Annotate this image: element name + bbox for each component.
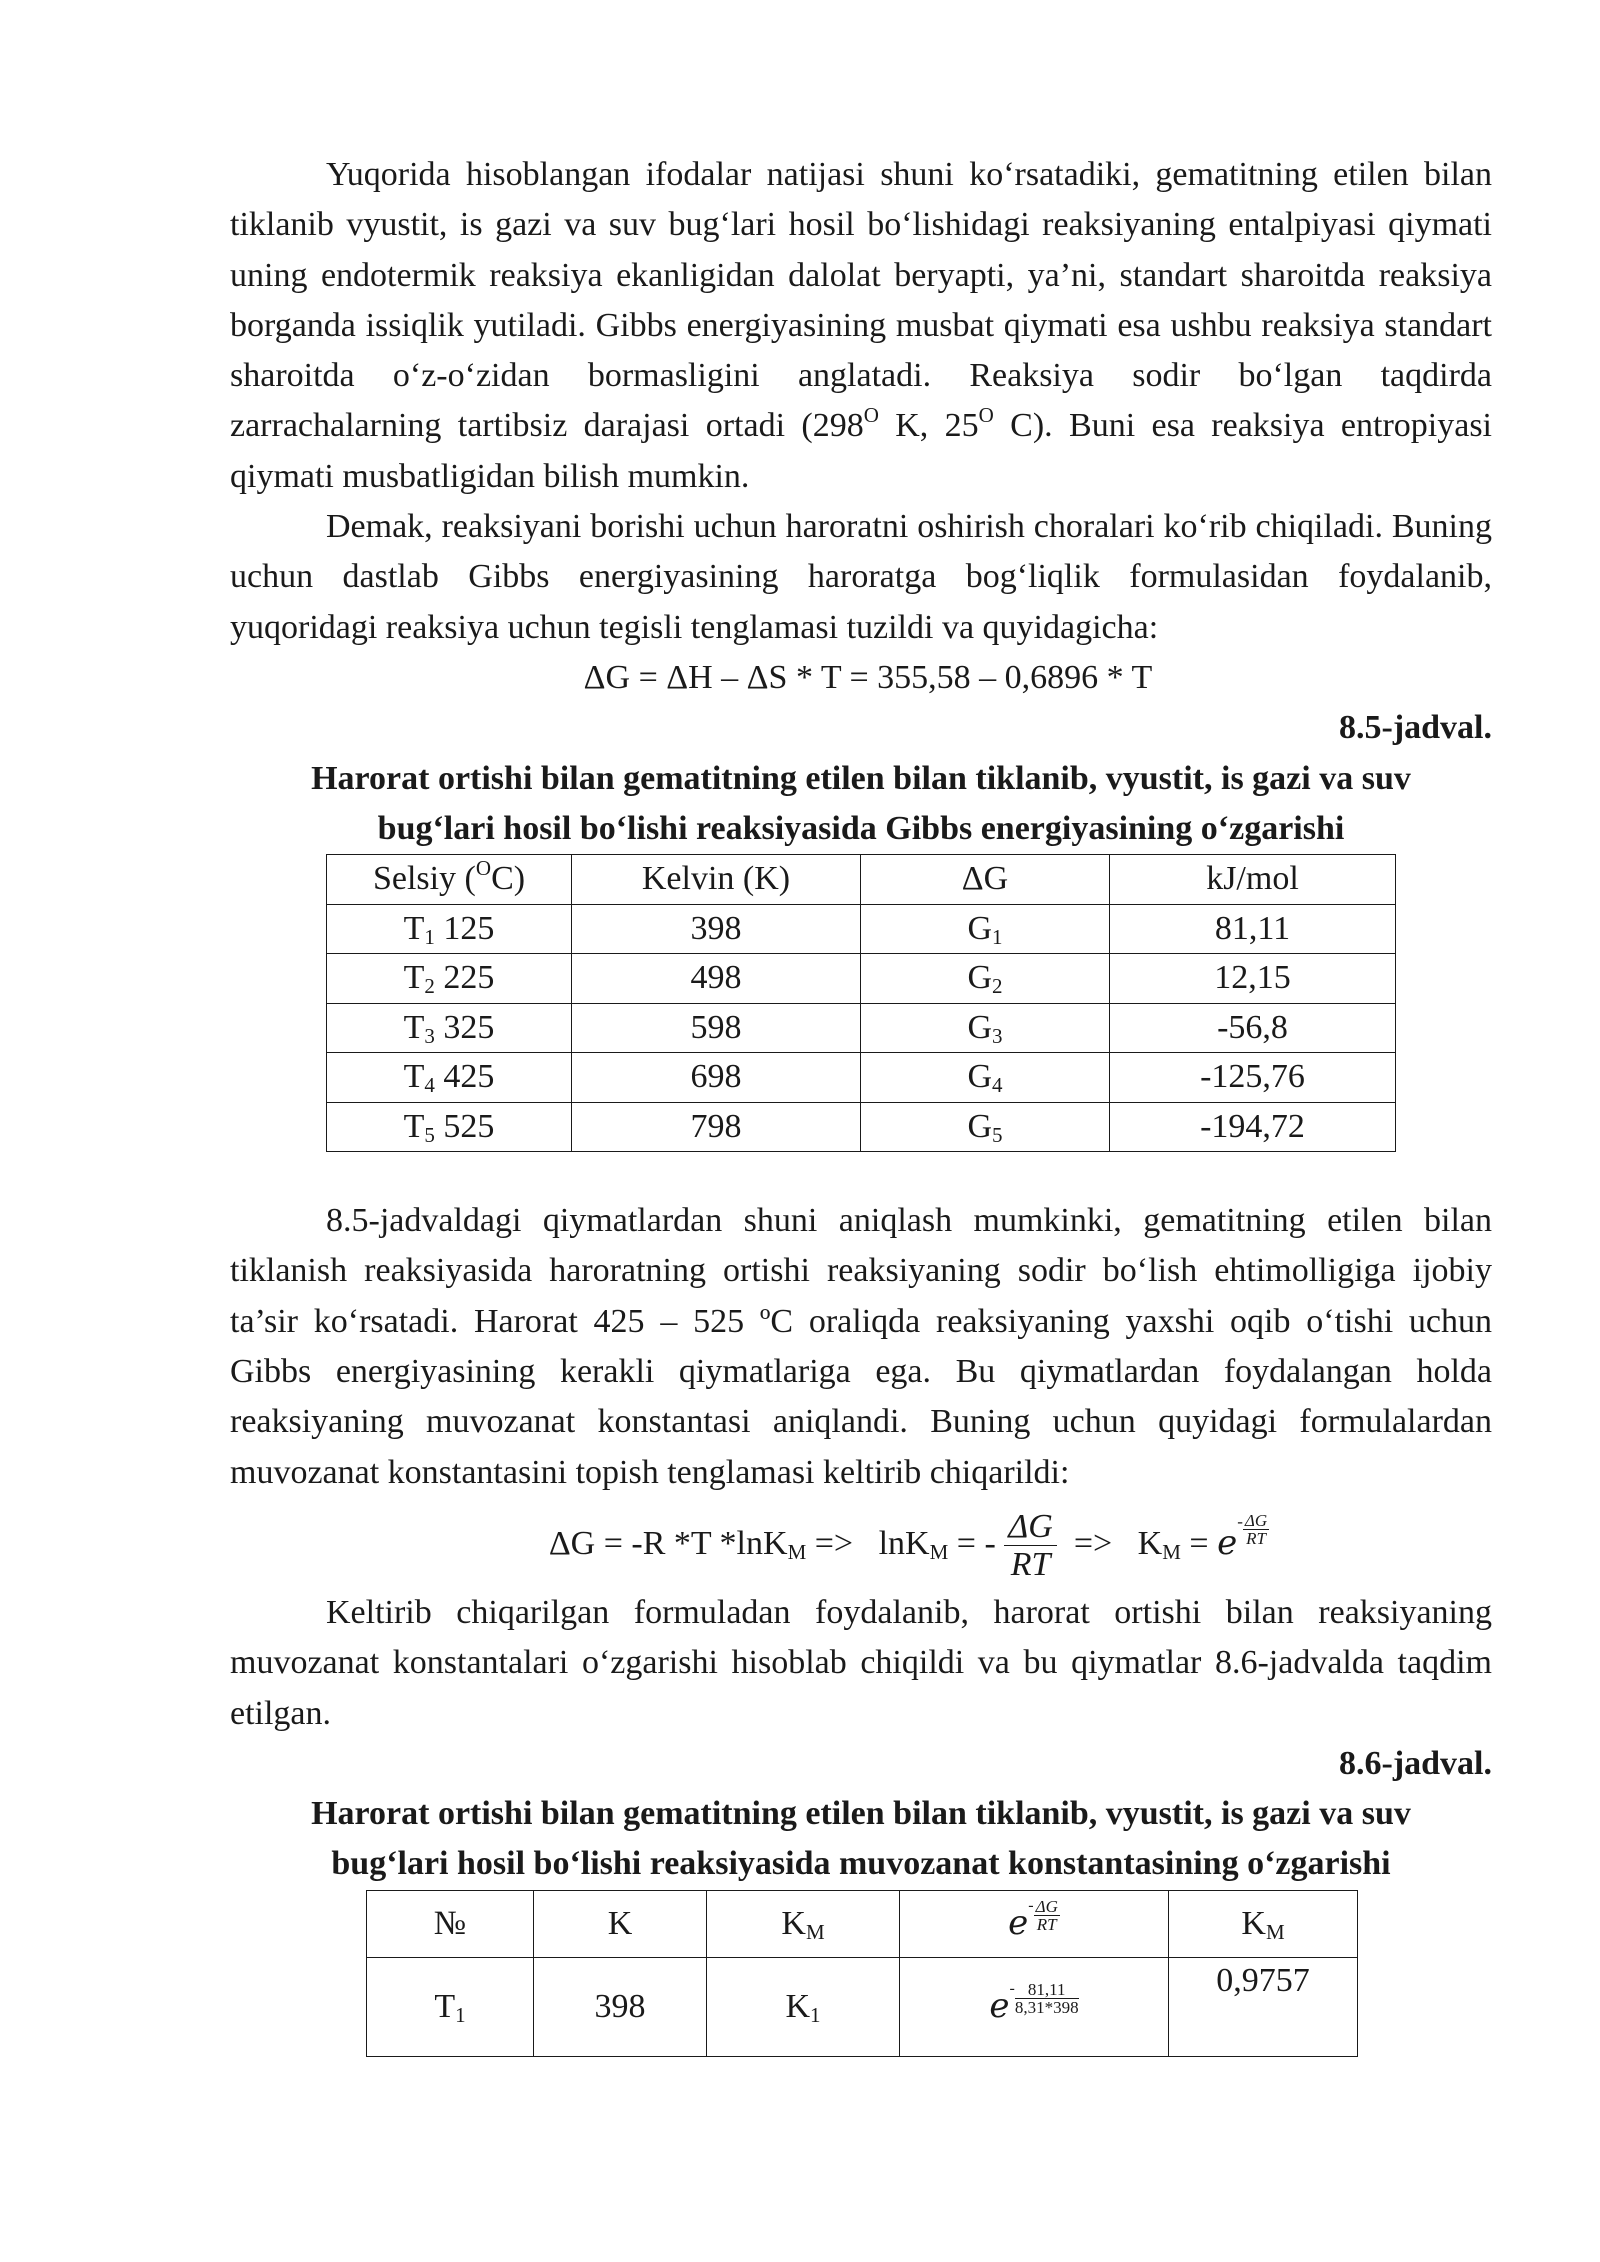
gibbs-equation: ΔG = ΔH – ΔS * T = 355,58 – 0,6896 * T — [583, 658, 1153, 696]
cell-value: 0,9757 — [1169, 1957, 1358, 2056]
caption-line-2: bug‘lari hosil bo‘lishi reaksiyasida Gibbs energiyasining o‘zgarishi — [377, 809, 1345, 847]
cell-temperature: $T_4$ 425 — [327, 1053, 572, 1103]
cell-g: $G_5$ — [861, 1102, 1110, 1152]
cell-kelvin: 398 — [572, 904, 861, 954]
paragraph-4: Keltirib chiqarilgan formuladan foydalanib, harorat ortishi bilan reaksiyaning muvozanat konstantalari o‘zgarishi hisoblab chiqildi va bu qiymatlar 8.6-jadvalda taqdim etilgan. — [230, 1593, 1492, 1732]
table-row — [327, 904, 1396, 954]
header-unit: kJ/mol — [1110, 855, 1396, 905]
header-celsius: Selsiy ($^O$C) — [327, 855, 572, 905]
table-8-6 — [366, 1890, 1358, 2057]
table-8-6-label: 8.6-jadval. — [1339, 1744, 1492, 1782]
cell-kelvin: 498 — [572, 954, 861, 1004]
table-8-5-label: 8.5-jadval. — [1339, 709, 1492, 747]
cell-value: 12,15 — [1110, 954, 1396, 1004]
cell-kelvin: 398 — [534, 1957, 707, 2056]
header-km-value: $K_M$ — [1169, 1890, 1358, 1957]
table-row — [367, 1957, 1358, 2056]
paragraph-1 — [230, 150, 1492, 502]
cell-temperature: $T_3$ 325 — [327, 1003, 572, 1053]
cell-kelvin: 698 — [572, 1053, 861, 1103]
document-page — [230, 150, 1492, 2057]
cell-km: $K_1$ — [707, 1957, 900, 2056]
cell-temperature: $T_1$ — [367, 1957, 534, 2056]
cell-kelvin: 798 — [572, 1102, 861, 1152]
degree-superscript: O — [978, 403, 994, 428]
spacer — [230, 1152, 1492, 1196]
paragraph-1-text-c: C). Buni esa reaksiya entropiyasi qiymati musbatligidan bilish mumkin. — [230, 407, 1492, 495]
exponential-e: e — [1217, 1522, 1238, 1563]
paragraph-1-text-b: K, 25 — [878, 407, 979, 445]
table-row — [327, 954, 1396, 1004]
cell-value: -125,76 — [1110, 1053, 1396, 1103]
header-exponential: e- $\frac{\Delta G}{RT}$ — [900, 1890, 1169, 1957]
header-kelvin: Kelvin (K) — [572, 855, 861, 905]
table-8-5 — [326, 854, 1396, 1152]
cell-value: -56,8 — [1110, 1003, 1396, 1053]
table-row — [327, 1102, 1396, 1152]
cell-value: 81,11 — [1110, 904, 1396, 954]
header-number: № — [367, 1890, 534, 1957]
cell-temperature: $T_1$ 125 — [327, 904, 572, 954]
paragraph-2: Demak, reaksiyani borishi uchun haroratni oshirish choralari ko‘rib chiqiladi. Buning uchun dastlab Gibbs energiyasining haroratga bog‘liqlik formulasidan foydalanib, yuqoridagi reaksiya uchun tegisli tenglamasi tuzildi va quyidagicha: — [230, 508, 1492, 646]
exponent: - $\frac{\Delta G}{RT}$ — [1237, 1510, 1268, 1548]
table-8-6-caption — [230, 1789, 1492, 1890]
implies-arrow: => — [1073, 1524, 1113, 1562]
fraction-dg-rt: $\frac{\Delta G}{RT}$ — [1004, 1509, 1057, 1584]
caption-line-2: bug‘lari hosil bo‘lishi reaksiyasida muvozanat konstantasining o‘zgarishi — [331, 1845, 1391, 1883]
cell-temperature: $T_5$ 525 — [327, 1102, 572, 1152]
cell-exponential: e- $\frac{81,11}{8,31*398}$ — [900, 1957, 1169, 2056]
table-header-row — [367, 1890, 1358, 1957]
cell-temperature: $T_2$ 225 — [327, 954, 572, 1004]
table-8-5-caption — [230, 754, 1492, 855]
equilibrium-equation: ΔG = -R *T *lnK$_M$ => lnK$_M$ = - $\frac{\Delta G}{RT}$ => $K_M = e^-$ $\frac{\Delta G}{RT}$ — [548, 1507, 1268, 1583]
cell-g: $G_1$ — [861, 904, 1110, 954]
cell-g: $G_4$ — [861, 1053, 1110, 1103]
caption-line-1: Harorat ortishi bilan gematitning etilen bilan tiklanib, vyustit, is gazi va suv — [311, 759, 1411, 797]
caption-line-1: Harorat ortishi bilan gematitning etilen bilan tiklanib, vyustit, is gazi va suv — [311, 1795, 1411, 1833]
paragraph-1-text-a: Yuqorida hisoblangan ifodalar natijasi shuni ko‘rsatadiki, gematitning etilen bilan tiklanib vyustit, is gazi va suv bug‘lari hosil bo‘lishidagi reaksiyaning entalpiyasi qiymati uning endotermik reaksiya ekanligidan dalolat beryapti, ya’ni, standart sharoitda reaksiya borganda issiqlik yutiladi. Gibbs energiyasining musbat qiymati esa ushbu reaksiya standart sharoitda o‘z-o‘zidan bormasligini anglatadi. Reaksiya sodir bo‘lgan taqdirda zarrachalarning tartibsiz darajasi ortadi (298 — [230, 156, 1492, 445]
paragraph-3: 8.5-jadvaldagi qiymatlardan shuni aniqlash mumkinki, gematitning etilen bilan tiklanish reaksiyasida haroratning ortishi reaksiyaning sodir bo‘lish ehtimolligiga ijobiy ta’sir ko‘rsatadi. Harorat 425 – 525 ºC oraliqda reaksiyaning yaxshi oqib o‘tishi uchun Gibbs energiyasining kerakli qiymatlariga ega. Bu qiymatlardan foydalangan holda reaksiyaning muvozanat konstantasi aniqlandi. Buning uchun quyidagi formulalardan muvozanat konstantasini topish tenglamasi keltirib chiqarildi: — [230, 1202, 1492, 1491]
table-row — [327, 1003, 1396, 1053]
header-km: $K_M$ — [707, 1890, 900, 1957]
cell-g: $G_3$ — [861, 1003, 1110, 1053]
cell-kelvin: 598 — [572, 1003, 861, 1053]
cell-g: $G_2$ — [861, 954, 1110, 1004]
header-k: K — [534, 1890, 707, 1957]
header-delta-g: ΔG — [861, 855, 1110, 905]
table-header-row — [327, 855, 1396, 905]
degree-superscript: O — [863, 403, 879, 428]
implies-arrow: => — [814, 1524, 854, 1562]
cell-value: -194,72 — [1110, 1102, 1396, 1152]
table-row — [327, 1053, 1396, 1103]
